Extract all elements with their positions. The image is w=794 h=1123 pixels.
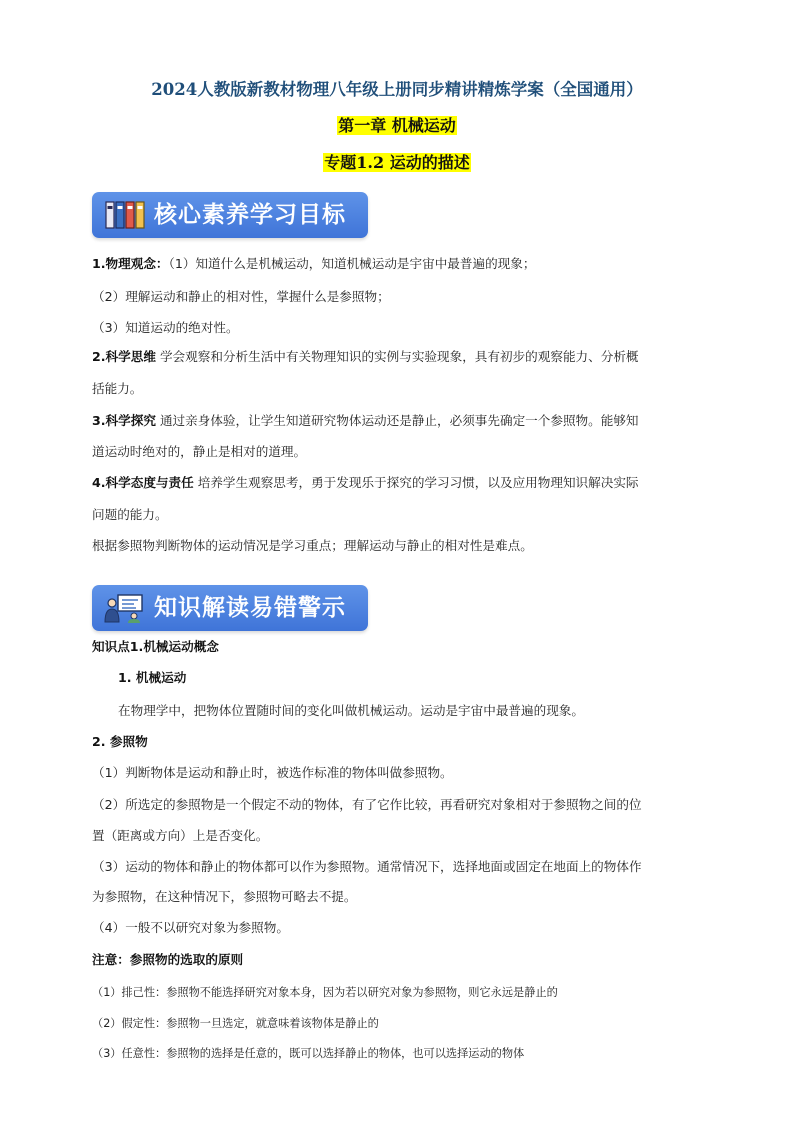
goal-line-10: 根据参照物判断物体的运动情况是学习重点；理解运动与静止的相对性是难点。	[92, 538, 533, 553]
knowledge-banner	[92, 585, 368, 631]
note-line-1: （1）排己性：参照物不能选择研究对象本身，因为若以研究对象为参照物，则它永远是静止的	[92, 986, 558, 999]
goal-line-4: 2.科学思维 学会观察和分析生活中有关物理知识的实例与实验现象，具有初步的观察能力、分析概	[92, 349, 639, 364]
reference-line-5: 为参照物，在这种情况下，参照物可略去不提。	[92, 889, 357, 904]
subtopic-1-title: 1. 机械运动	[118, 670, 187, 685]
note-line-3: （3）任意性：参照物的选择是任意的，既可以选择静止的物体，也可以选择运动的物体	[92, 1047, 525, 1060]
goal-line-2: （2）理解运动和静止的相对性，掌握什么是参照物；	[92, 289, 390, 304]
books-icon	[104, 200, 146, 230]
goal-line-7: 道运动时绝对的，静止是相对的道理。	[92, 444, 307, 459]
reference-line-2: （2）所选定的参照物是一个假定不动的物体，有了它作比较，再看研究对象相对于参照物之间的位	[92, 797, 642, 812]
goal-line-9: 问题的能力。	[92, 507, 168, 522]
core-goals-banner-label: 核心素养学习目标	[154, 202, 346, 228]
goal-line-8: 4.科学态度与责任 培养学生观察思考，勇于发现乐于探究的学习习惯，以及应用物理知识解决实际	[92, 475, 639, 490]
reference-line-4: （3）运动的物体和静止的物体都可以作为参照物。通常情况下，选择地面或固定在地面上的物体作	[92, 859, 642, 874]
chapter-title	[0, 113, 794, 136]
goal-line-6: 3.科学探究 通过亲身体验，让学生知道研究物体运动还是静止，必须事先确定一个参照物。能够知	[92, 413, 639, 428]
knowledge-point-title: 知识点1.机械运动概念	[92, 639, 219, 654]
goal-line-5: 括能力。	[92, 381, 143, 396]
teacher-board-icon	[104, 593, 146, 623]
goal-line-1: 1.物理观念：（1）知道什么是机械运动，知道机械运动是宇宙中最普遍的现象；	[92, 256, 536, 271]
note-line-2: （2）假定性：参照物一旦选定，就意味着该物体是静止的	[92, 1017, 379, 1030]
reference-line-6: （4）一般不以研究对象为参照物。	[92, 920, 289, 935]
reference-line-3: 置（距离或方向）上是否变化。	[92, 828, 269, 843]
document-title: 2024人教版新教材物理八年级上册同步精讲精炼学案（全国通用）	[151, 80, 643, 99]
subtopic-2-title: 2. 参照物	[92, 734, 148, 749]
note-title: 注意：参照物的选取的原则	[92, 952, 244, 967]
reference-line-1: （1）判断物体是运动和静止时，被选作标准的物体叫做参照物。	[92, 765, 453, 780]
core-goals-banner	[92, 192, 368, 238]
topic-title-text: 专题1.2 运动的描述	[324, 153, 470, 172]
topic-title	[0, 150, 794, 173]
chapter-title-text: 第一章 机械运动	[338, 116, 456, 135]
subtopic-1-text: 在物理学中，把物体位置随时间的变化叫做机械运动。运动是宇宙中最普遍的现象。	[118, 703, 584, 718]
knowledge-banner-label: 知识解读易错警示	[154, 595, 346, 621]
goal-line-3: （3）知道运动的绝对性。	[92, 320, 239, 335]
